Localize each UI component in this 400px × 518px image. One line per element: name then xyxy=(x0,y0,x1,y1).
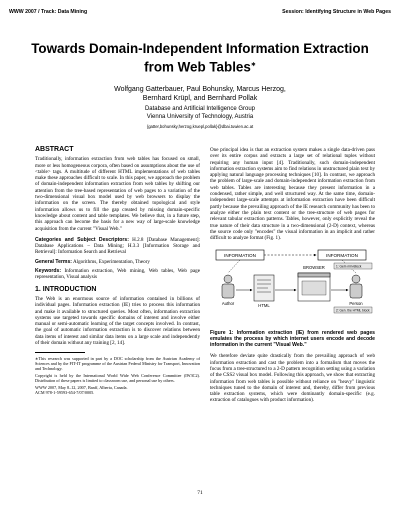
person-body-icon xyxy=(350,284,362,298)
figure-note-2: 2: Gen. the HTML block xyxy=(336,308,370,313)
intro-heading: 1. INTRODUCTION xyxy=(35,285,97,293)
right-paragraph-1: One principal idea is that an extraction system makes a single data-driven pass over its entire corpus and extracts a large set of relational tuples without requiring any human input [4]. Traditionally, such domain-independent information extraction systems aim to find relations in unstructured plain text by applying natural language processing techniques [10]. In contrast, we approach the problem of large-scale and domain-independent information extraction from web tables. Tables are interesting because they present information in a condensed, rather simple, and well structured way. At the same time, domain-independent large-scale attempts at information extraction have been difficult partly because the prevailing approach of the IE research community has been to analyze either the plain text content or the tree-structure of web pages for relevant tabular extraction patterns. Tables, however, only explicitly reveal the true nature of their data structure in a two-dimensional (2-D) context, whereas the source code only "encodes" the visual information in an implicit and rather difficult to analyze format (Fig. 1). xyxy=(210,147,375,242)
footnote-acm: ACM 978-1-59593-654-7/07/0005. xyxy=(35,390,95,396)
running-head-right: Session: Identifying Structure in Web Pages xyxy=(282,9,391,15)
keywords-text: Information extraction, Web mining, Web tables, Web page representation, Visual analysis xyxy=(35,268,200,281)
author-body-icon xyxy=(222,284,234,298)
categories-label: Categories and Subject Descriptors: xyxy=(35,236,129,243)
categories xyxy=(35,237,200,256)
categories-text: H.2.8 [Database Management]: Database Applications – Data Mining; H.3.3 [Information Storage and Retrieval]: Information Search and Retrieval xyxy=(35,236,200,256)
info-label-left: INFORMATION xyxy=(224,253,256,259)
title-footnote-mark: ∗ xyxy=(250,62,256,68)
general-terms-label: General Terms: xyxy=(35,258,72,265)
author-head-icon xyxy=(224,275,232,283)
title-line-2: from Web Tables∗ xyxy=(144,59,256,75)
running-head xyxy=(9,9,391,15)
authors-line-2: Bernhard Krüpl, and Bernhard Pollak xyxy=(142,95,258,102)
left-column xyxy=(35,147,200,397)
figure-1-diagram xyxy=(210,245,375,325)
figure-1-caption: Figure 1: Information extraction (IE) from rendered web pages emulates the process by which internet users encode and decode information in the current "Visual Web." xyxy=(210,329,375,349)
right-paragraph-2: We therefore deviate quite drastically from the prevailing approach of web information extraction and cast the problem into a formalism that moves the focus from a tree-structured to a 2-D pattern recognition setting using a variation of the CSS2 visual box model. Following this approach, we show that extracting information from web tables is possible without reliance on "heavy" linguistic techniques tuned to the domain of interest and, thereby, differ from previous table extraction systems, which were dominantly domain-specific (e.g. extraction of catalogues with product information). xyxy=(210,353,375,404)
browser-label: BROWSER xyxy=(303,265,325,271)
running-head-left: WWW 2007 / Track: Data Mining xyxy=(9,9,88,15)
keywords xyxy=(35,268,200,281)
person-head-icon xyxy=(352,275,360,283)
author-emails: {gatter,bohunsky,herzog,kruepl,pollak}@dbai.tuwien.ac.at xyxy=(146,124,254,129)
figure-1 xyxy=(210,245,375,348)
keywords-label: Keywords: xyxy=(35,268,62,275)
footnote-conference: WWW 2007, May 8–12, 2007, Banff, Alberta, Canada. xyxy=(35,385,128,391)
intro-text: The Web is an enormous source of information contained in billions of individual pages. Information extraction (IE) tries to process this information and make it available to structured queries. Most often, information extraction systems use targeted towards specific domains of interest and involve either manual or semi-automatic learning of the target concepts involved. In contrast, the goal of automatic information extraction is to discover relations between data items of interest and similar data items on a large scale and independently of their domain without any training [2, 14]. xyxy=(35,295,200,347)
html-label: HTML xyxy=(258,303,270,309)
right-column xyxy=(210,147,375,407)
abstract-heading: ABSTRACT xyxy=(35,146,74,153)
author-label: Author xyxy=(221,301,235,307)
authors-line-1: Wolfgang Gatterbauer, Paul Bohunsky, Marcus Herzog, xyxy=(114,86,286,93)
general-terms xyxy=(35,259,200,265)
affiliation-line-1: Database and Artificial Intelligence Group xyxy=(144,106,256,112)
authors xyxy=(0,85,400,103)
abstract-text: Traditionally, information extraction from web tables has focused on small, more or less homogeneous corpora, often based on assumptions about the use of <table> tags. A multitude of different HTML implementations of web tables make these approaches difficult to scale. In this paper, we approach the problem of domain-independent information extraction from web tables by shifting our attention from the tree-based representation of web pages to a variation of the two-dimensional visual box model used by web browsers to display the information on the screen. The thereby obtained topological and style information allows us to fill the gap created by missing domain-specific knowledge about content and table templates. We believe that, in a future step, this approach can become the basis for a new way of large-scale knowledge acquisition from the current "Visual Web." xyxy=(35,156,200,232)
person-label: Person xyxy=(349,301,363,307)
general-terms-text: Algorithms, Experimentation, Theory xyxy=(73,258,150,265)
footnote-funding: ∗This research was supported in part by a DOC scholarship from the Austrian Academy of Sciences and by the FIT-IT programme of the Austrian Federal Ministry for Transport, Innovation and Technology. xyxy=(35,356,200,372)
paper-title xyxy=(0,41,400,75)
title-line-1: Towards Domain-Independent Information Extraction xyxy=(31,41,369,56)
footnote-copyright: Copyright is held by the International World Wide Web Conference Committee (IW3C2). Distribution of these papers is limited to classroom use, and personal use by others. xyxy=(35,373,200,384)
page-number: 71 xyxy=(197,490,203,496)
footnote-rule xyxy=(35,352,85,353)
affiliation xyxy=(0,106,400,121)
figure-note-1: 1: Gem min-Block xyxy=(336,264,362,269)
affiliation-line-2: Vienna University of Technology, Austria xyxy=(146,113,254,120)
info-label-right: INFORMATION xyxy=(326,253,358,259)
